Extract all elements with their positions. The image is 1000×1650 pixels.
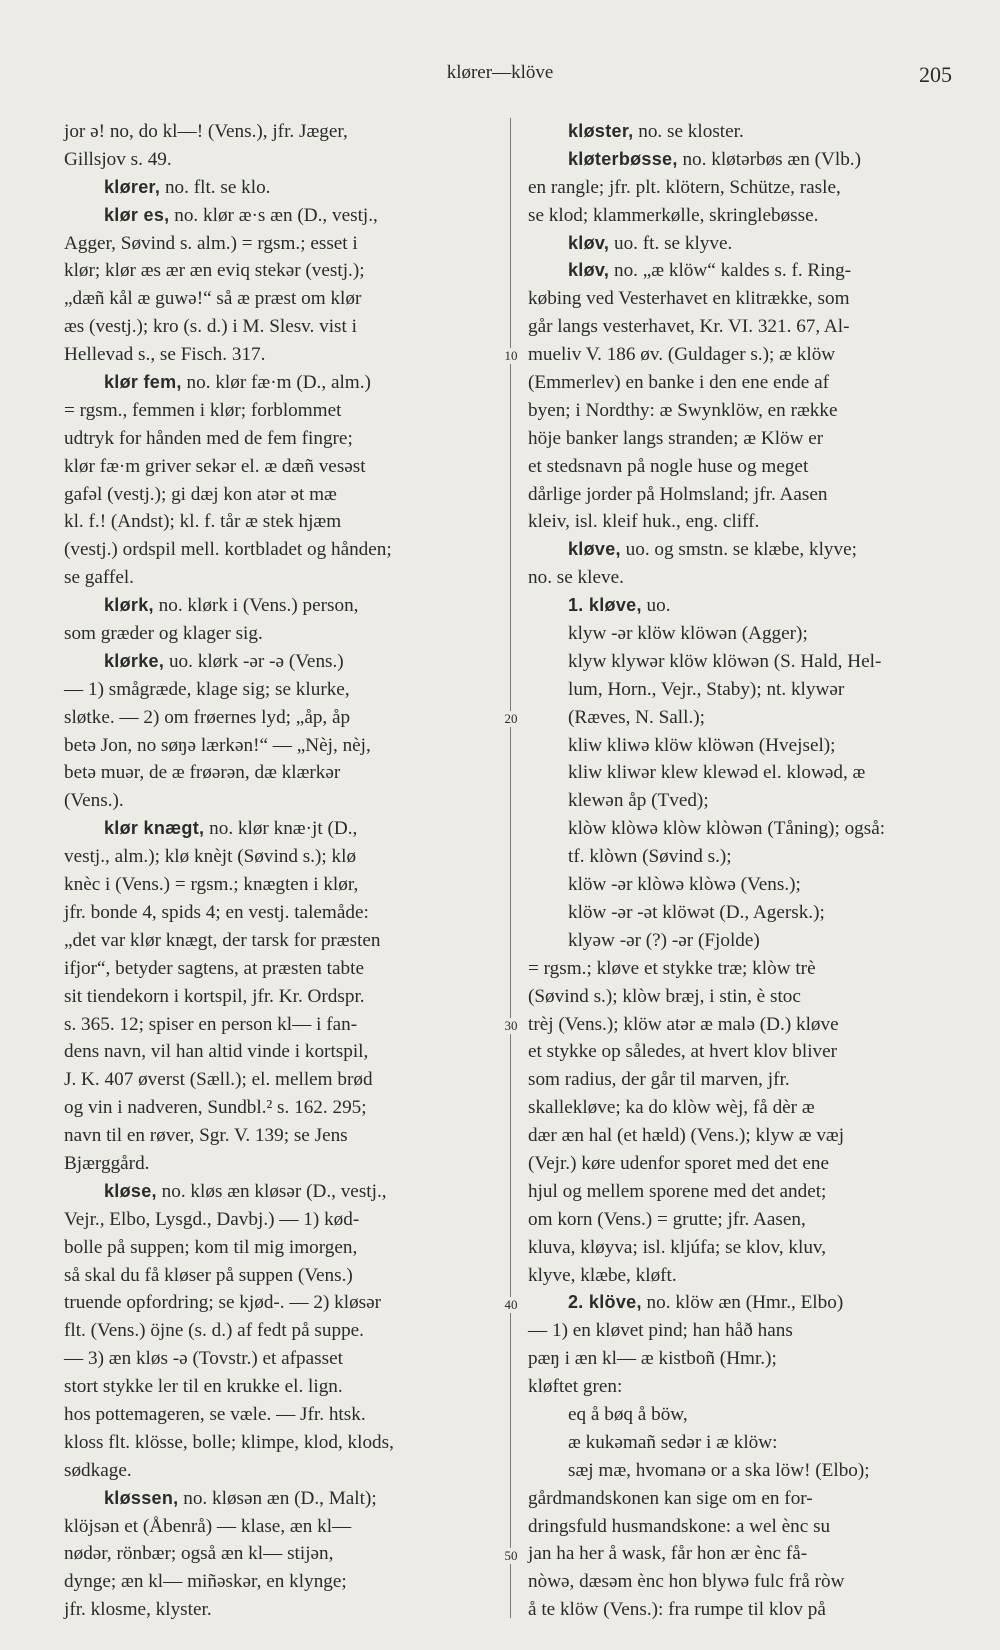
text-line bbox=[528, 146, 956, 174]
entry-text: dringsfuld husmandskone: a wel ènc su bbox=[528, 1515, 831, 1537]
text-line bbox=[528, 1094, 956, 1122]
text-line bbox=[528, 1457, 956, 1485]
entry-text: som radius, der går til marven, jfr. bbox=[528, 1069, 790, 1091]
text-line bbox=[528, 202, 956, 230]
text-line bbox=[64, 1038, 504, 1066]
right-column bbox=[528, 118, 956, 1624]
line-number: 20 bbox=[494, 711, 528, 727]
entry-text: no. se kleve. bbox=[528, 567, 624, 589]
text-line bbox=[64, 1317, 504, 1345]
entry-text: pæŋ i æn kl— æ kistboñ (Hmr.); bbox=[528, 1348, 777, 1370]
text-line bbox=[64, 1262, 504, 1290]
entry-text: ifjor“, betyder sagtens, at præsten tabte bbox=[64, 957, 364, 979]
entry-text: (Ræves, N. Sall.); bbox=[568, 706, 705, 728]
entry-text: klør; klør æs ær æn eviq stekər (vestj.); bbox=[64, 260, 365, 282]
text-line bbox=[528, 341, 956, 369]
text-line bbox=[64, 369, 504, 397]
text-line bbox=[64, 620, 504, 648]
text-line bbox=[64, 1178, 504, 1206]
text-line bbox=[528, 1513, 956, 1541]
entry-text: et stedsnavn på nogle huse og meget bbox=[528, 455, 809, 477]
headword: kløster, bbox=[568, 121, 634, 141]
entry-text: et stykke op således, at hvert klov bliver bbox=[528, 1041, 838, 1063]
entry-text: kløftet gren: bbox=[528, 1376, 623, 1398]
text-line bbox=[528, 1206, 956, 1234]
entry-text: — 1) smågræde, klage sig; se klurke, bbox=[64, 678, 350, 700]
entry-text: klyw klywər klöw klöwən (S. Hald, Hel- bbox=[568, 650, 882, 672]
text-line bbox=[64, 592, 504, 620]
entry-text: jfr. bonde 4, spids 4; en vestj. talemåde: bbox=[64, 901, 369, 923]
entry-text: no. klør knæ·jt (D., bbox=[204, 818, 358, 840]
entry-text: se gaffel. bbox=[64, 567, 134, 589]
text-line bbox=[64, 146, 504, 174]
text-line bbox=[64, 732, 504, 760]
entry-text: jfr. klosme, klyster. bbox=[64, 1599, 212, 1621]
text-line bbox=[528, 1289, 956, 1317]
entry-text: navn til en røver, Sgr. V. 139; se Jens bbox=[64, 1125, 348, 1147]
entry-text: dær æn hal (et hæld) (Vens.); klyw æ væj bbox=[528, 1125, 845, 1147]
text-line bbox=[528, 425, 956, 453]
entry-text: klyəw -ər (?) -ər (Fjolde) bbox=[568, 929, 760, 951]
text-line bbox=[64, 1066, 504, 1094]
entry-text: J. K. 407 øverst (Sæll.); el. mellem brød bbox=[64, 1069, 373, 1091]
entry-text: „det var klør knægt, der tarsk for præsten bbox=[64, 929, 381, 951]
entry-text: höje banker langs stranden; æ Klöw er bbox=[528, 427, 824, 449]
entry-text: Gillsjov s. 49. bbox=[64, 148, 172, 170]
text-line bbox=[528, 369, 956, 397]
text-line bbox=[64, 1485, 504, 1513]
text-line bbox=[528, 1038, 956, 1066]
entry-text: = rgsm.; kløve et stykke træ; klòw trè bbox=[528, 957, 816, 979]
text-line bbox=[528, 1262, 956, 1290]
text-line bbox=[528, 174, 956, 202]
text-line bbox=[64, 508, 504, 536]
text-line bbox=[528, 676, 956, 704]
text-line bbox=[64, 787, 504, 815]
entry-text: uo. ft. se klyve. bbox=[609, 232, 733, 254]
line-number: 40 bbox=[494, 1297, 528, 1313]
text-line bbox=[64, 815, 504, 843]
column-rule bbox=[510, 118, 511, 1618]
entry-text: købing ved Vesterhavet en klitrække, som bbox=[528, 288, 850, 310]
text-line bbox=[528, 704, 956, 732]
entry-text: (Emmerlev) en banke i den ene ende af bbox=[528, 372, 829, 394]
entry-text: kloss flt. klösse, bolle; klimpe, klod, klods, bbox=[64, 1431, 394, 1453]
text-line bbox=[64, 955, 504, 983]
text-line bbox=[528, 536, 956, 564]
entry-text: vestj., alm.); klø knèjt (Søvind s.); klø bbox=[64, 846, 357, 868]
entry-text: no. klöw æn (Hmr., Elbo) bbox=[641, 1292, 844, 1314]
text-line bbox=[528, 843, 956, 871]
entry-text: klöw -ər klòwə klòwə (Vens.); bbox=[568, 874, 801, 896]
text-line bbox=[528, 871, 956, 899]
entry-text: (Vejr.) køre udenfor sporet med det ene bbox=[528, 1152, 830, 1174]
text-line bbox=[64, 676, 504, 704]
text-line bbox=[64, 1540, 504, 1568]
text-line bbox=[64, 453, 504, 481]
entry-text: — 3) æn kløs -ə (Tovstr.) et afpasset bbox=[64, 1348, 343, 1370]
entry-text: dynge; æn kl— miñəskər, en klynge; bbox=[64, 1571, 347, 1593]
text-line bbox=[528, 787, 956, 815]
headword: klør es, bbox=[104, 204, 170, 225]
entry-text: dårlige jorder på Holmsland; jfr. Aasen bbox=[528, 483, 828, 505]
text-line bbox=[64, 118, 504, 146]
text-line bbox=[64, 759, 504, 787]
headword: klør knægt, bbox=[104, 818, 205, 839]
entry-text: klewən åp (Tved); bbox=[568, 790, 709, 812]
text-line bbox=[64, 1513, 504, 1541]
text-line bbox=[528, 397, 956, 425]
entry-text: som græder og klager sig. bbox=[64, 623, 263, 645]
entry-text: kliw kliwər klew klewəd el. klowəd, æ bbox=[568, 762, 866, 784]
entry-text: tf. klòwn (Søvind s.); bbox=[568, 846, 732, 868]
entry-text: betə muər, de æ frøərən, dæ klærkər bbox=[64, 762, 341, 784]
entry-text: gafəl (vestj.); gi dæj kon atər ət mæ bbox=[64, 483, 337, 505]
text-line bbox=[528, 1373, 956, 1401]
text-line bbox=[64, 1429, 504, 1457]
entry-text: no. „æ klöw“ kaldes s. f. Ring- bbox=[609, 260, 852, 282]
entry-text: udtryk for hånden med de fem fingre; bbox=[64, 427, 353, 449]
headword: kløssen, bbox=[104, 1487, 179, 1508]
entry-text: „dæñ kål æ guwə!“ så æ præst om klør bbox=[64, 288, 362, 310]
entry-text: klöw -ər -ət klöwət (D., Agersk.); bbox=[568, 901, 825, 923]
entry-text: uo. og smstn. se klæbe, klyve; bbox=[620, 539, 857, 561]
entry-text: klør fæ·m griver sekər el. æ dæñ vesəst bbox=[64, 455, 366, 477]
entry-text: — 1) en kløvet pind; han håð hans bbox=[528, 1320, 793, 1342]
text-line bbox=[64, 397, 504, 425]
entry-text: klyve, klæbe, kløft. bbox=[528, 1264, 677, 1286]
text-line bbox=[528, 453, 956, 481]
line-number: 30 bbox=[494, 1018, 528, 1034]
entry-text: no. klør fæ·m (D., alm.) bbox=[181, 372, 371, 394]
text-line bbox=[64, 481, 504, 509]
entry-text: (Vens.). bbox=[64, 790, 124, 812]
text-line bbox=[528, 564, 956, 592]
headword: 1. kløve, bbox=[568, 595, 642, 616]
entry-text: nòwə, dæsəm ènc hon blywə fulc frå ròw bbox=[528, 1571, 845, 1593]
entry-text: en rangle; jfr. plt. klötern, Schütze, rasle, bbox=[528, 176, 841, 198]
text-line bbox=[528, 983, 956, 1011]
entry-text: sæj mæ, hvomanə or a ska löw! (Elbo); bbox=[568, 1459, 870, 1481]
text-line bbox=[64, 257, 504, 285]
text-line bbox=[64, 1457, 504, 1485]
entry-text: stort stykke ler til en krukke el. lign. bbox=[64, 1376, 343, 1398]
text-line bbox=[64, 174, 504, 202]
text-line bbox=[64, 1206, 504, 1234]
headword: klørke, bbox=[104, 650, 165, 671]
text-line bbox=[528, 1150, 956, 1178]
text-line bbox=[64, 341, 504, 369]
page-number: 205 bbox=[919, 62, 952, 87]
headword: kløse, bbox=[104, 1180, 157, 1201]
text-line bbox=[64, 1596, 504, 1624]
entry-text: Hellevad s., se Fisch. 317. bbox=[64, 344, 266, 366]
text-line bbox=[64, 313, 504, 341]
text-line bbox=[528, 257, 956, 285]
headword: kløve, bbox=[568, 539, 621, 560]
entry-text: nødər, rönbær; også æn kl— stijən, bbox=[64, 1543, 334, 1565]
entry-text: æs (vestj.); kro (s. d.) i M. Slesv. vist i bbox=[64, 316, 357, 338]
entry-text: uo. klørk -ər -ə (Vens.) bbox=[164, 650, 344, 672]
entry-text: om korn (Vens.) = grutte; jfr. Aasen, bbox=[528, 1208, 806, 1230]
entry-text: eq å bøq å böw, bbox=[568, 1403, 688, 1425]
text-line bbox=[64, 983, 504, 1011]
headword: kløv, bbox=[568, 232, 610, 253]
line-number: 50 bbox=[494, 1548, 528, 1564]
headword: klør fem, bbox=[104, 372, 182, 393]
entry-text: = rgsm., femmen i klør; forblommet bbox=[64, 399, 342, 421]
text-line bbox=[528, 927, 956, 955]
headword: klørk, bbox=[104, 595, 154, 616]
text-line bbox=[64, 843, 504, 871]
text-line bbox=[528, 481, 956, 509]
entry-text: sødkage. bbox=[64, 1459, 132, 1481]
headword: 2. klöve, bbox=[568, 1292, 642, 1313]
entry-text: Agger, Søvind s. alm.) = rgsm.; esset i bbox=[64, 232, 358, 254]
text-line bbox=[64, 1011, 504, 1039]
entry-text: sløtke. — 2) om frøernes lyd; „åp, åp bbox=[64, 706, 351, 728]
text-line bbox=[528, 592, 956, 620]
text-line bbox=[528, 1485, 956, 1513]
text-line bbox=[64, 1568, 504, 1596]
entry-text: bolle på suppen; kom til mig imorgen, bbox=[64, 1236, 358, 1258]
text-line bbox=[64, 871, 504, 899]
text-line bbox=[64, 704, 504, 732]
entry-text: kliw kliwə klöw klöwən (Hvejsel); bbox=[568, 734, 836, 756]
entry-text: så skal du få kløser på suppen (Vens.) bbox=[64, 1264, 353, 1286]
entry-text: hos pottemageren, se væle. — Jfr. htsk. bbox=[64, 1403, 366, 1425]
entry-text: kluva, kløyva; isl. kljúfa; se klov, kluv, bbox=[528, 1236, 827, 1258]
entry-text: se klod; klammerkølle, skringlebøsse. bbox=[528, 204, 819, 226]
text-line bbox=[528, 1011, 956, 1039]
line-number: 10 bbox=[494, 348, 528, 364]
text-line bbox=[64, 202, 504, 230]
entry-text: skallekløve; ka do klòw wèj, få dèr æ bbox=[528, 1097, 815, 1119]
text-line bbox=[64, 899, 504, 927]
text-line bbox=[64, 285, 504, 313]
entry-text: kl. f.! (Andst); kl. f. tår æ stek hjæm bbox=[64, 511, 342, 533]
text-line bbox=[64, 1345, 504, 1373]
entry-text: gårdmandskonen kan sige om en for- bbox=[528, 1487, 813, 1509]
headword: kløterbøsse, bbox=[568, 148, 678, 169]
entry-text: (Søvind s.); klòw bræj, i stin, è stoc bbox=[528, 985, 801, 1007]
text-line bbox=[528, 1066, 956, 1094]
text-line bbox=[64, 1373, 504, 1401]
text-line bbox=[528, 899, 956, 927]
entry-text: no. klørk i (Vens.) person, bbox=[153, 595, 359, 617]
text-line bbox=[528, 508, 956, 536]
headword: klører, bbox=[104, 176, 161, 197]
entry-text: trèj (Vens.); klöw atər æ malə (D.) kløve bbox=[528, 1013, 839, 1035]
entry-text: no. se kloster. bbox=[633, 121, 744, 142]
text-line bbox=[528, 1596, 956, 1624]
text-line bbox=[528, 815, 956, 843]
entry-text: mueliv V. 186 øv. (Guldager s.); æ klöw bbox=[528, 344, 836, 366]
text-line bbox=[528, 285, 956, 313]
entry-text: uo. bbox=[641, 595, 671, 617]
entry-text: s. 365. 12; spiser en person kl— i fan- bbox=[64, 1013, 358, 1035]
text-line bbox=[64, 425, 504, 453]
entry-text: no. flt. se klo. bbox=[160, 176, 271, 198]
text-line bbox=[64, 927, 504, 955]
text-line bbox=[64, 564, 504, 592]
entry-text: jan ha her å wask, får hon ær ènc få- bbox=[528, 1543, 808, 1565]
entry-text: klöjsən et (Åbenrå) — klase, æn kl— bbox=[64, 1515, 352, 1537]
text-line bbox=[528, 1234, 956, 1262]
entry-text: no. klør æ·s æn (D., vestj., bbox=[169, 204, 378, 226]
entry-text: knèc i (Vens.) = rgsm.; knægten i klør, bbox=[64, 874, 359, 896]
text-line bbox=[528, 648, 956, 676]
entry-text: klòw klòwə klòw klòwən (Tåning); også: bbox=[568, 818, 886, 840]
text-line bbox=[64, 1401, 504, 1429]
text-line bbox=[64, 1150, 504, 1178]
entry-text: klyw -ər klöw klöwən (Agger); bbox=[568, 623, 808, 645]
text-line bbox=[528, 1317, 956, 1345]
text-line bbox=[528, 732, 956, 760]
entry-text: kleiv, isl. kleif huk., eng. cliff. bbox=[528, 511, 760, 533]
text-line bbox=[528, 955, 956, 983]
text-line bbox=[528, 313, 956, 341]
entry-text: æ kukəmañ sedər i æ klöw: bbox=[568, 1431, 778, 1453]
text-line bbox=[64, 1122, 504, 1150]
text-line bbox=[528, 620, 956, 648]
entry-text: sit tiendekorn i kortspil, jfr. Kr. Ordspr. bbox=[64, 985, 365, 1007]
text-line bbox=[64, 648, 504, 676]
text-line bbox=[64, 1289, 504, 1317]
entry-text: betə Jon, no søŋə lærkən!“ — „Nèj, nèj, bbox=[64, 734, 371, 756]
text-line bbox=[528, 1401, 956, 1429]
entry-text: no. kløs æn kløsər (D., vestj., bbox=[156, 1180, 387, 1202]
entry-text: Vejr., Elbo, Lysgd., Davbj.) — 1) kød- bbox=[64, 1208, 360, 1230]
entry-text: flt. (Vens.) öjne (s. d.) af fedt på suppe. bbox=[64, 1320, 364, 1342]
entry-text: jor ə! no, do kl—! (Vens.), jfr. Jæger, bbox=[64, 121, 348, 142]
running-title: klører—klöve bbox=[446, 62, 554, 83]
entry-text: Bjærggård. bbox=[64, 1152, 150, 1174]
text-line bbox=[64, 230, 504, 258]
text-line bbox=[528, 1345, 956, 1373]
entry-text: truende opfordring; se kjød-. — 2) kløsər bbox=[64, 1292, 382, 1314]
entry-text: no. kløsən æn (D., Malt); bbox=[178, 1487, 377, 1509]
text-line bbox=[528, 1429, 956, 1457]
text-line bbox=[528, 230, 956, 258]
text-line bbox=[528, 1178, 956, 1206]
entry-text: lum, Horn., Vejr., Staby); nt. klywər bbox=[568, 678, 845, 700]
text-line bbox=[528, 118, 956, 146]
entry-text: og vin i nadveren, Sundbl.² s. 162. 295; bbox=[64, 1097, 367, 1119]
entry-text: går langs vesterhavet, Kr. VI. 321. 67, Al- bbox=[528, 316, 850, 338]
text-line bbox=[528, 1568, 956, 1596]
entry-text: å te klöw (Vens.): fra rumpe til klov på bbox=[528, 1599, 826, 1621]
text-line bbox=[528, 1540, 956, 1568]
text-line bbox=[528, 759, 956, 787]
entry-text: (vestj.) ordspil mell. kortbladet og hånden; bbox=[64, 539, 392, 561]
entry-text: hjul og mellem sporene med det andet; bbox=[528, 1180, 827, 1202]
text-line bbox=[64, 1094, 504, 1122]
headword: kløv, bbox=[568, 260, 610, 281]
entry-text: no. kløtərbøs æn (Vlb.) bbox=[677, 148, 861, 170]
entry-text: dens navn, vil han altid vinde i kortspil, bbox=[64, 1041, 369, 1063]
text-line bbox=[64, 1234, 504, 1262]
text-line bbox=[64, 536, 504, 564]
entry-text: byen; i Nordthy: æ Swynklöw, en række bbox=[528, 399, 838, 421]
text-line bbox=[528, 1122, 956, 1150]
left-column bbox=[64, 118, 504, 1624]
